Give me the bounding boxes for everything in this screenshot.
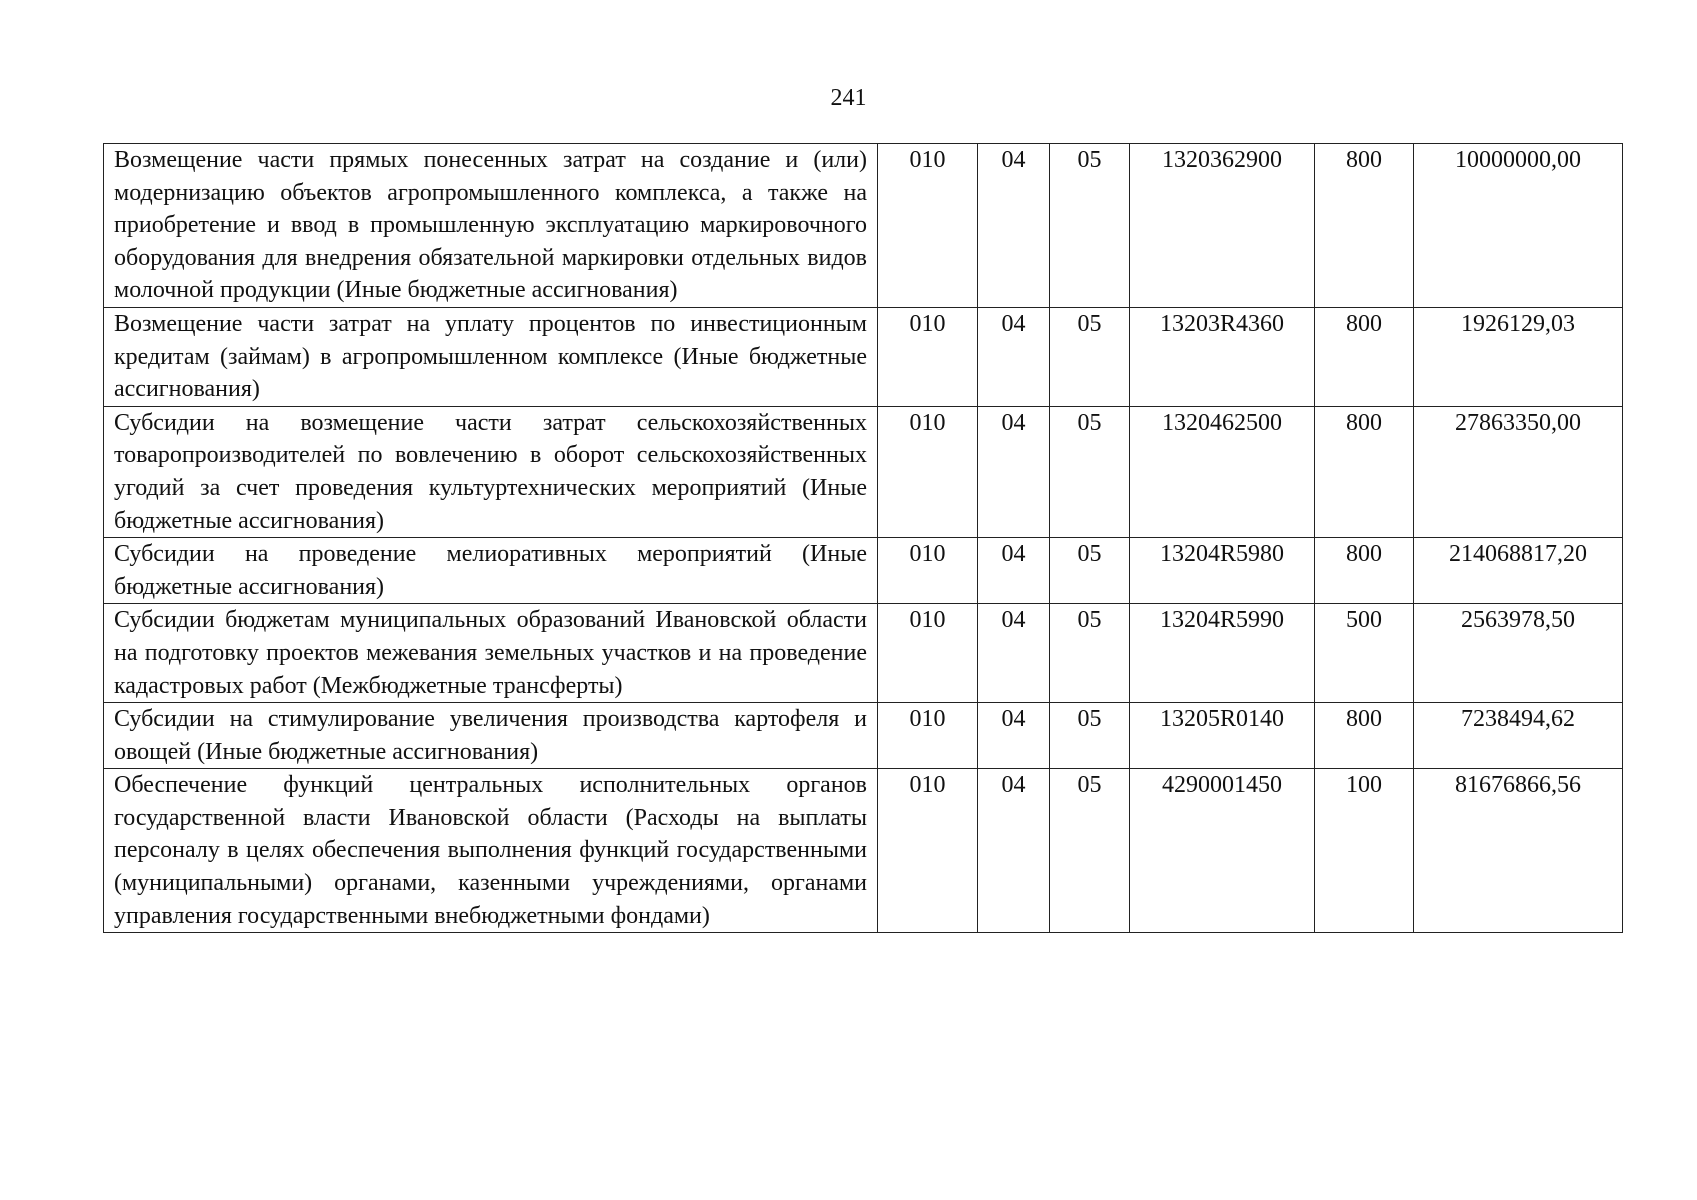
row-description: Возмещение части затрат на уплату процентов по инвестиционным кредитам (займам) в агропромышленном комплексе (Иные бюджетные ассигнования) [104,307,878,406]
row-description: Субсидии на стимулирование увеличения производства картофеля и овощей (Иные бюджетные ассигнования) [104,703,878,769]
row-ministry-code: 010 [878,604,978,703]
row-ministry-code: 010 [878,538,978,604]
row-subsection-code: 05 [1050,604,1130,703]
row-amount: 2563978,50 [1414,604,1623,703]
row-target-article: 13204R5980 [1130,538,1315,604]
row-target-article: 4290001450 [1130,769,1315,933]
table-row [104,604,1623,703]
table-row [104,144,1623,308]
row-target-article: 1320362900 [1130,144,1315,308]
table-row [104,769,1623,933]
row-amount: 214068817,20 [1414,538,1623,604]
row-section-code: 04 [978,769,1050,933]
row-expense-type: 800 [1315,703,1414,769]
row-ministry-code: 010 [878,307,978,406]
row-description: Обеспечение функций центральных исполнительных органов государственной власти Ивановской области (Расходы на выплаты персоналу в целях обеспечения выполнения функций государственными (муниципальными) органами, казенными учреждениями, органами управления государственными внебюджетными фондами) [104,769,878,933]
row-subsection-code: 05 [1050,406,1130,537]
row-subsection-code: 05 [1050,703,1130,769]
row-section-code: 04 [978,406,1050,537]
row-ministry-code: 010 [878,703,978,769]
row-amount: 7238494,62 [1414,703,1623,769]
row-expense-type: 800 [1315,538,1414,604]
table-row [104,307,1623,406]
table-row [104,538,1623,604]
row-expense-type: 800 [1315,144,1414,308]
row-ministry-code: 010 [878,144,978,308]
row-target-article: 13203R4360 [1130,307,1315,406]
row-target-article: 13205R0140 [1130,703,1315,769]
row-amount: 81676866,56 [1414,769,1623,933]
row-subsection-code: 05 [1050,307,1130,406]
row-amount: 27863350,00 [1414,406,1623,537]
budget-table [103,143,1623,933]
row-target-article: 1320462500 [1130,406,1315,537]
row-section-code: 04 [978,604,1050,703]
row-amount: 10000000,00 [1414,144,1623,308]
row-description: Субсидии бюджетам муниципальных образований Ивановской области на подготовку проектов межевания земельных участков и на проведение кадастровых работ (Межбюджетные трансферты) [104,604,878,703]
row-subsection-code: 05 [1050,769,1130,933]
row-description: Субсидии на проведение мелиоративных мероприятий (Иные бюджетные ассигнования) [104,538,878,604]
row-section-code: 04 [978,703,1050,769]
row-target-article: 13204R5990 [1130,604,1315,703]
row-section-code: 04 [978,538,1050,604]
row-section-code: 04 [978,144,1050,308]
row-expense-type: 800 [1315,406,1414,537]
row-expense-type: 800 [1315,307,1414,406]
row-expense-type: 500 [1315,604,1414,703]
row-section-code: 04 [978,307,1050,406]
table-row [104,406,1623,537]
row-description: Субсидии на возмещение части затрат сельскохозяйственных товаропроизводителей по вовлечению в оборот сельскохозяйственных угодий за счет проведения культуртехнических мероприятий (Иные бюджетные ассигнования) [104,406,878,537]
row-ministry-code: 010 [878,769,978,933]
row-expense-type: 100 [1315,769,1414,933]
row-subsection-code: 05 [1050,538,1130,604]
row-subsection-code: 05 [1050,144,1130,308]
row-amount: 1926129,03 [1414,307,1623,406]
page-number: 241 [830,85,867,111]
row-description: Возмещение части прямых понесенных затрат на создание и (или) модернизацию объектов агропромышленного комплекса, а также на приобретение и ввод в промышленную эксплуатацию маркировочного оборудования для внедрения обязательной маркировки отдельных видов молочной продукции (Иные бюджетные ассигнования) [104,144,878,308]
table-row [104,703,1623,769]
row-ministry-code: 010 [878,406,978,537]
